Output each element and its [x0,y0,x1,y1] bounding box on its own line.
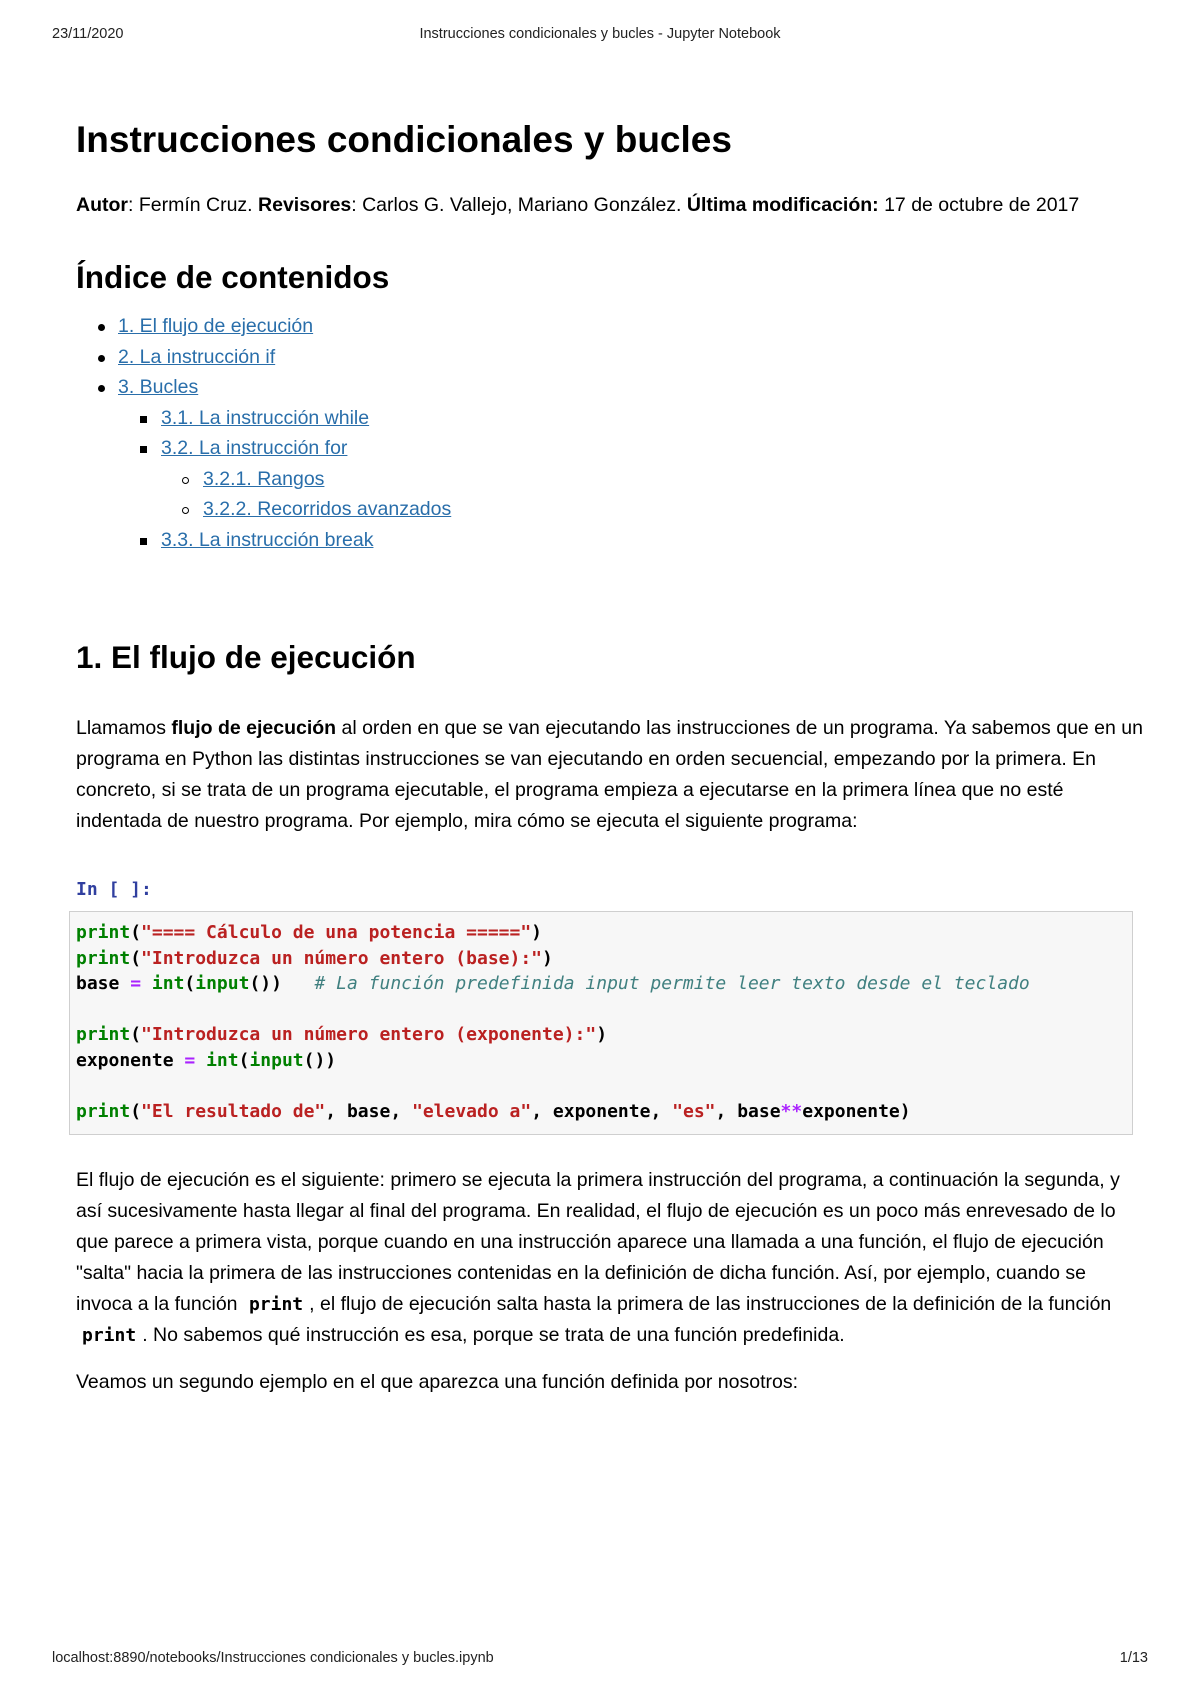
code-token: base [346,1100,391,1122]
code-token: ** [780,1100,803,1122]
toc-link-flujo[interactable]: 1. El flujo de ejecución [118,315,314,337]
code-token: print [76,922,131,943]
toc-item [76,311,1144,342]
code-line: print("Introduzca un número entero (exponente):") [76,1024,608,1045]
print-footer [52,1650,1148,1670]
toc-item [76,464,1144,495]
modified-value: 17 de octubre de 2017 [878,194,1080,216]
notebook-content [76,118,1144,1414]
intro-text: Llamamos [76,717,172,739]
section-heading: 1. El flujo de ejecución [76,639,416,675]
code-token: input [249,1049,304,1071]
page-number: 1/13 [1119,1650,1148,1666]
toc-item [76,403,1144,434]
inline-code: print [248,1294,304,1315]
code-cell[interactable] [69,911,1133,1135]
section-intro-paragraph [76,713,1144,837]
flow-explanation-paragraph [76,1165,1144,1351]
toc-link-while[interactable]: 3.1. La instrucción while [161,406,370,429]
code-token: "Introduzca un número entero (exponente):" [141,1024,597,1045]
code-token: "El resultado de" [141,1100,326,1122]
code-line: base = int(input()) # La función predefinida input permite leer texto desde el teclado [76,973,1030,994]
intro-bold-term: flujo de ejecución [171,717,337,739]
table-of-contents [76,311,1144,555]
code-token: = [130,973,142,994]
code-line: print("Introduzca un número entero (base):") [76,947,553,969]
code-token: print [76,947,131,969]
paragraph-text: . No sabemos qué instrucción es esa, porque se trata de una función predefinida. [142,1324,845,1346]
second-example-paragraph: Veamos un segundo ejemplo en el que aparezca una función definida por nosotros: [76,1371,799,1393]
print-date: 23/11/2020 [52,26,124,42]
bullet-square-icon [140,538,147,545]
code-line-blank [76,1073,1126,1099]
print-header [52,26,1148,46]
code-token: exponente [802,1100,900,1122]
toc-link-recorridos[interactable]: 3.2.2. Recorridos avanzados [203,498,452,520]
modified-label: Última modificación: [686,194,879,216]
toc-link-bucles[interactable]: 3. Bucles [118,376,199,398]
toc-link-break[interactable]: 3.3. La instrucción break [161,528,374,551]
code-token: base [76,973,120,994]
code-token: "es" [672,1100,716,1122]
inline-code: print [82,1325,137,1346]
code-token: int [206,1049,239,1071]
bullet-square-icon [140,446,147,453]
bullet-disc-icon [98,324,105,331]
bullet-square-icon [140,416,147,423]
code-token: int [151,973,185,994]
toc-link-if[interactable]: 2. La instrucción if [118,345,276,368]
bullet-circle-icon [182,477,189,484]
paragraph-text: , el flujo de ejecución salta hasta la primera de las instrucciones de la definición de la función [309,1293,1112,1315]
code-token: input [195,973,250,994]
code-comment: # La función predefinida input permite leer texto desde el teclado [314,973,1030,994]
code-line: print("El resultado de", base, "elevado a", exponente, "es", base**exponente) [76,1100,911,1122]
code-line-blank [76,997,1126,1023]
bullet-disc-icon [98,355,105,362]
cell-input-prompt: In [ ]: [76,879,152,900]
toc-item [76,342,1144,373]
toc-item [76,433,1144,464]
code-token: "elevado a" [412,1100,532,1122]
toc-item [76,525,1144,556]
toc-link-for[interactable]: 3.2. La instrucción for [161,437,348,459]
code-token: base [737,1100,781,1122]
toc-link-rangos[interactable]: 3.2.1. Rangos [203,467,325,490]
code-token: "Introduzca un número entero (base):" [141,947,542,969]
code-token: print [76,1100,131,1122]
code-token: print [76,1024,131,1045]
bullet-circle-icon [182,507,189,514]
code-line: print("==== Cálculo de una potencia =====") [76,922,543,943]
bullet-disc-icon [98,385,105,392]
print-page-title: Instrucciones condicionales y bucles - Jupyter Notebook [419,26,781,42]
code-line: exponente = int(input()) [76,1049,337,1071]
paragraph-text: El flujo de ejecución es el siguiente: primero se ejecuta la primera instrucción del programa, a continuación la segunda, y así sucesivamente hasta llegar al final del programa. En realidad, el flujo de ejecución es un poco más enrevesado de lo que parece a primera vista, porque cuando en una instrucción aparece una llamada a una función, el flujo de ejecución "salta" hacia la primera de las instrucciones contenidas en la definición de dicha función. Así, por ejemplo, cuando se invoca a la función [76,1169,1120,1315]
code-token: exponente [76,1049,174,1071]
author-label: Autor [76,194,128,216]
toc-heading: Índice de contenidos [76,259,390,295]
reviewers-label: Revisores [258,194,352,216]
notebook-title: Instrucciones condicionales y bucles [76,119,732,160]
reviewers-value: : Carlos G. Vallejo, Mariano González. [351,194,687,216]
toc-item [76,494,1144,525]
print-url: localhost:8890/notebooks/Instrucciones condicionales y bucles.ipynb [52,1650,494,1666]
notebook-meta [76,190,1144,221]
code-token: = [184,1049,196,1071]
markdown-cell [76,1165,1144,1398]
intro-text-rest: al orden en que se van ejecutando las instrucciones de un programa. Ya sabemos que en un programa en Python las distintas instrucciones se van ejecutando en orden secuencial, empezando por la primera. En concreto, si se trata de un programa ejecutable, el programa empieza a ejecutarse en la primera línea que no esté indentada de nuestro programa. Por ejemplo, mira cómo se ejecuta el siguiente programa: [76,717,1143,832]
toc-item [76,372,1144,403]
code-token: exponente [552,1100,651,1122]
code-token: "==== Cálculo de una potencia =====" [141,922,532,943]
author-value: : Fermín Cruz. [128,194,259,216]
